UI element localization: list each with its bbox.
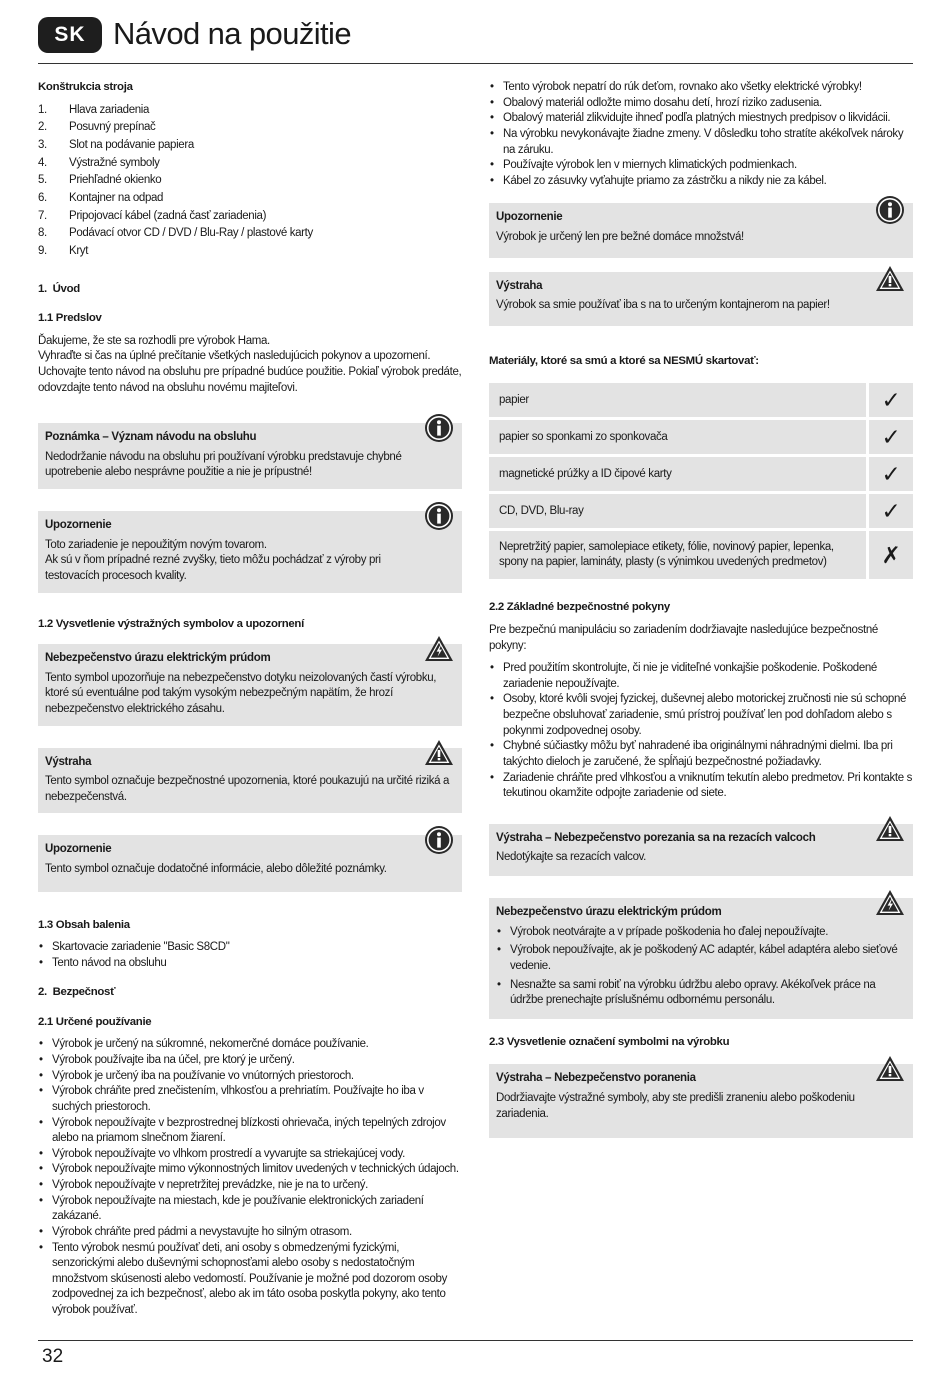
notice-box-title: Upozornenie <box>45 519 112 532</box>
table-row <box>489 457 913 491</box>
notice-box <box>38 511 462 593</box>
allowed-mark: ✓ <box>866 494 913 528</box>
package-list <box>38 940 462 971</box>
material-label: magnetické prúžky a ID čipové karty <box>489 457 866 491</box>
warning-box <box>38 748 462 814</box>
list-item: • Tento návod na obsluhu <box>38 956 462 972</box>
preface-text: Ďakujeme, že ste sa rozhodli pre výrobok Hama. Vyhraďte si čas na úplné prečítanie všetkých nasledujúcich pokynov a upozornení. Uchovajte tento návod na obsluhu pre prípadné budúce použitie. Pokiaľ výrobok predáte, odovzdajte tento návod na obsluhu novému majiteľovi. <box>38 334 462 394</box>
symbols-heading: 1.2 Vysvetlenie výstražných symbolov a upozornení <box>38 617 304 630</box>
preface-heading: 1.1 Predslov <box>38 312 102 325</box>
note-box-text: Nedodržanie návodu na obsluhu pri používaní výrobku predstavuje chybné upotrebenie alebo nesprávne použitie a nie je prípustné! <box>45 450 402 479</box>
material-label: papier <box>489 383 866 417</box>
list-item: • Výrobok nepoužívajte v bezprostrednej blízkosti ohrievača, iných tepelných zdrojov alebo na priamom slnečnom žiarení. <box>38 1116 462 1147</box>
page-header <box>38 10 913 64</box>
notice-box-title: Upozornenie <box>45 843 112 856</box>
cut-warning-icon <box>875 814 905 844</box>
material-label: Nepretržitý papier, samolepiace etikety, fólie, novinový papier, lepenka, spony na papier, lamináty, plasty (s výnimkou uvedených predmetov) <box>489 531 866 579</box>
info-icon <box>424 501 454 531</box>
list-item: • Výrobok používajte iba na účel, pre ktorý je určený. <box>38 1053 462 1069</box>
list-item: 8. Podávací otvor CD / DVD / Blu-Ray / plastové karty <box>38 227 313 240</box>
list-item: • Skartovacie zariadenie "Basic S8CD" <box>38 940 462 956</box>
list-item: • Obalový materiál odložte mimo dosahu detí, hrozí riziko zadusenia. <box>489 96 913 112</box>
list-item: • Tento výrobok nepatrí do rúk deťom, rovnako ako všetky elektrické výrobky! <box>489 80 913 96</box>
list-item: 9. Kryt <box>38 245 89 257</box>
info-icon <box>875 195 905 225</box>
list-item: 4. Výstražné symboly <box>38 156 160 169</box>
table-row <box>489 494 913 528</box>
basic-safety-intro: Pre bezpečnú manipuláciu so zariadením dodržiavajte nasledujúce bezpečnostné pokyny: <box>489 623 878 652</box>
note-box-title: Poznámka – Význam návodu na obsluhu <box>45 431 257 444</box>
electric-box <box>38 644 462 726</box>
list-item: • Osoby, ktoré kvôli svojej fyzickej, duševnej alebo motorickej zručnosti nie sú schopné bezpečne obsluhovať zariadenie, smú prístroj používať len pod dohľadom alebo s pokynmi zodpovednej osoby. <box>489 692 913 739</box>
injury-box <box>489 1064 913 1138</box>
materials-table <box>489 380 913 582</box>
list-item: • Výrobok je určený iba na používanie vo vnútorných priestoroch. <box>38 1069 462 1085</box>
allowed-mark: ✓ <box>866 420 913 454</box>
list-item: 7. Pripojovací kábel (zadná časť zariadenia) <box>38 209 267 222</box>
list-item: 2. Posuvný prepínač <box>38 121 156 134</box>
electric-warning-icon <box>875 888 905 918</box>
allowed-mark: ✓ <box>866 457 913 491</box>
injury-box-text: Dodržiavajte výstražné symboly, aby ste predišli zraneniu alebo poškodeniu zariadenia. <box>496 1091 855 1120</box>
list-item: • Obalový materiál zlikvidujte ihneď podľa platných miestnych predpisov o likvidácii. <box>489 111 913 127</box>
warning-box-text: Tento symbol označuje bezpečnostné upozornenia, ktoré poukazujú na určité riziká a nebezpečenstvá. <box>45 775 450 803</box>
cut-box-title: Výstraha – Nebezpečenstvo porezania sa na rezacích valcoch <box>496 831 816 844</box>
notice-box-text: Výrobok je určený len pre bežné domáce množstvá! <box>496 231 744 243</box>
list-item: • Chybné súčiastky môžu byť nahradené iba originálnymi náhradnými dielmi. Iba pri takýchto dieloch je zaručené, že spĺňajú bezpečnostné požiadavky. <box>489 739 913 770</box>
notice-box-title: Upozornenie <box>496 211 563 224</box>
right-column <box>489 80 913 1138</box>
notice-box <box>38 835 462 891</box>
list-item: • Pred použitím skontrolujte, či nie je viditeľné vonkajšie poškodenie. Poškodené zariadenie nepoužívajte. <box>489 661 913 692</box>
list-item: • Výrobok chráňte pred znečistením, vlhkosťou a prehriatím. Používajte ho iba v suchých priestoroch. <box>38 1084 462 1115</box>
table-row <box>489 420 913 454</box>
basic-safety-list <box>489 661 913 802</box>
electric-box-title: Nebezpečenstvo úrazu elektrickým prúdom <box>496 906 722 918</box>
list-item: 5. Priehľadné okienko <box>38 174 162 187</box>
list-item: • Výrobok nepoužívajte na miestach, kde je používanie elektronických zariadení zakázané. <box>38 1194 462 1225</box>
list-item: • Na výrobku nevykonávajte žiadne zmeny. V dôsledku toho stratíte akékoľvek nároky na záruku. <box>489 127 913 158</box>
notice-box-text: Toto zariadenie je nepoužitým novým tovarom. Ak sú v ňom prípadné rezné zvyšky, tieto môžu pochádzať z výroby pri testovacích procesoch kvality. <box>45 538 381 582</box>
list-item: 1. Hlava zariadenia <box>38 103 150 116</box>
notice-box-text: Tento symbol označuje dodatočné informácie, alebo dôležité poznámky. <box>45 863 387 876</box>
list-item: 6. Kontajner na odpad <box>38 191 164 204</box>
info-icon <box>424 413 454 443</box>
construction-heading: Konštrukcia stroja <box>38 81 133 93</box>
list-item: • Používajte výrobok len v miernych klimatických podmienkach. <box>489 158 913 174</box>
intended-use-list <box>38 1037 462 1318</box>
list-item: • Výrobok nepoužívajte v nepretržitej prevádzke, nie je na to určený. <box>38 1178 462 1194</box>
injury-box-title: Výstraha – Nebezpečenstvo poranenia <box>496 1072 696 1085</box>
list-item: • Výrobok nepoužívajte mimo výkonnostných limitov uvedených v technických údajoch. <box>38 1162 462 1178</box>
product-symbols-heading: 2.3 Vysvetlenie označení symbolmi na výrobku <box>489 1035 730 1048</box>
list-item: • Výrobok nepoužívajte, ak je poškodený AC adaptér, kábel adaptéra alebo sieťové vedenie. <box>496 943 901 974</box>
list-item: • Tento výrobok nesmú používať deti, ani osoby s obmedzenými fyzickými, senzorickými alebo duševnými schopnosťami alebo osoby s nedostatočným množstvom skúsenosti alebo vedomostí. Používanie je možné pod dozorom osoby zodpovednej za ich bezpečnosť, alebo ak im táto osoba poskytla pokyny, ako tento výrobok používať. <box>38 1241 462 1319</box>
cut-box-text: Nedotýkajte sa rezacích valcov. <box>496 851 647 864</box>
construction-list <box>38 103 462 262</box>
warning-box-text: Výrobok sa smie používať iba s na to určeným kontajnerom na papier! <box>496 299 830 312</box>
footer-divider <box>38 1340 913 1341</box>
list-item: • Zariadenie chráňte pred vlhkosťou a vniknutím tekutín alebo predmetov. Pri kontakte s tekutinou okamžite odpojte zariadenie od siete. <box>489 771 913 802</box>
electric-box-text: Tento symbol upozorňuje na nebezpečenstvo dotyku neizolovaných častí výrobku, ktoré sú eventuálne pod takým vysokým nebezpečným napätím, že hrozí nebezpečenstvo elektrického zásahu. <box>45 671 437 715</box>
allowed-mark: ✓ <box>866 383 913 417</box>
cut-warning-box <box>489 824 913 876</box>
warning-icon <box>875 1054 905 1084</box>
forbidden-mark: ✗ <box>866 531 913 579</box>
electric-warning-icon <box>424 634 454 664</box>
list-item: • Kábel zo zásuvky vyťahujte priamo za zástrčku a nikdy nie za kábel. <box>489 174 913 190</box>
list-item: • Výrobok neotvárajte a v prípade poškodenia ho ďalej nepoužívajte. <box>496 925 901 941</box>
warning-icon <box>424 738 454 768</box>
language-badge: SK <box>38 17 102 53</box>
intended-use-heading: 2.1 Určené používanie <box>38 1015 152 1028</box>
safety-heading: 2. Bezpečnosť <box>38 986 116 999</box>
page-title: Návod na použitie <box>113 16 351 51</box>
intro-heading: 1. Úvod <box>38 282 80 295</box>
list-item: • Výrobok je určený na súkromné, nekomerčné domáce používanie. <box>38 1037 462 1053</box>
material-label: CD, DVD, Blu-ray <box>489 494 866 528</box>
list-item: • Výrobok nepoužívajte vo vlhkom prostredí a vyvarujte sa striekajúcej vody. <box>38 1147 462 1163</box>
warning-box <box>489 272 913 326</box>
electric-list <box>496 925 901 1009</box>
page-number: 32 <box>42 1346 64 1367</box>
notice-box <box>489 203 913 257</box>
list-item: 3. Slot na podávanie papiera <box>38 138 194 151</box>
warning-icon <box>875 264 905 294</box>
info-icon <box>424 825 454 855</box>
list-item: • Nesnažte sa sami robiť na výrobku údržbu alebo opravy. Akékoľvek práce na údržbe prenechajte príslušnému odbornému personálu. <box>496 978 901 1009</box>
list-item: • Výrobok chráňte pred pádmi a nevystavujte ho silným otrasom. <box>38 1225 462 1241</box>
package-heading: 1.3 Obsah balenia <box>38 918 130 931</box>
basic-safety-heading: 2.2 Základné bezpečnostné pokyny <box>489 601 670 614</box>
table-row <box>489 531 913 579</box>
warning-box-title: Výstraha <box>496 279 543 292</box>
general-safety-list <box>489 80 913 189</box>
materials-heading: Materiály, ktoré sa smú a ktoré sa NESMÚ skartovať: <box>489 354 759 367</box>
material-label: papier so sponkami zo sponkovača <box>489 420 866 454</box>
left-column <box>38 80 462 1319</box>
electric-box-title: Nebezpečenstvo úrazu elektrickým prúdom <box>45 652 271 665</box>
table-row <box>489 383 913 417</box>
electric-box <box>489 898 913 1019</box>
note-box <box>38 423 462 489</box>
warning-box-title: Výstraha <box>45 755 92 768</box>
